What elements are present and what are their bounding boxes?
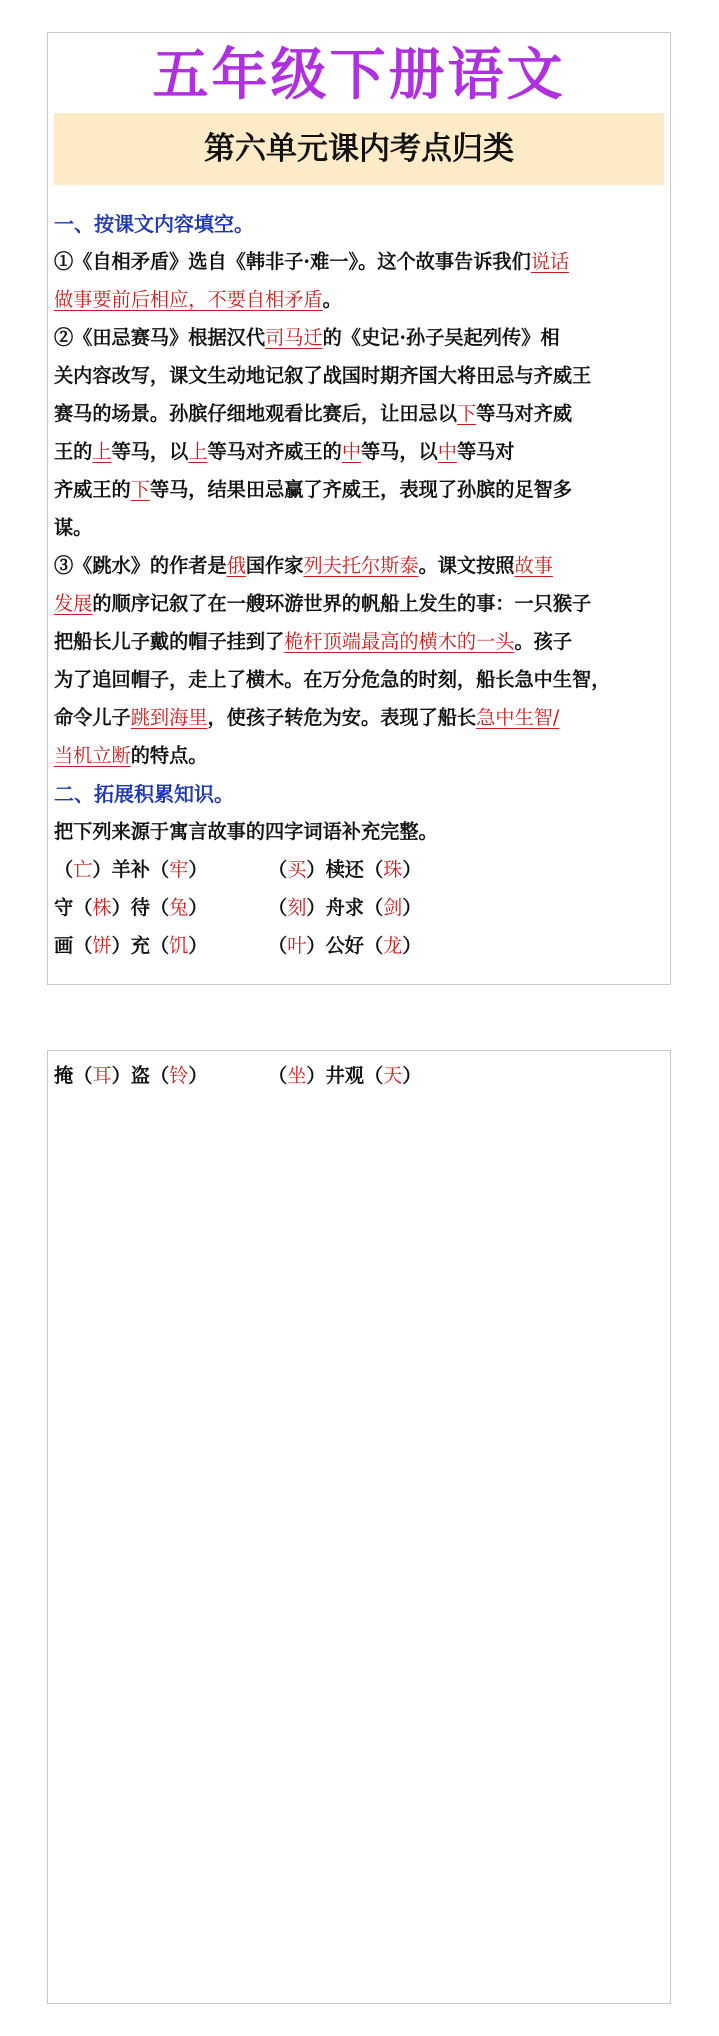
q2-line-6: 谋。	[54, 516, 93, 539]
idiom-text: 掩	[54, 1064, 74, 1087]
q2-text: 的《史记·孙子吴起列传》相	[322, 326, 560, 349]
idiom: （刻）舟求（剑）	[268, 896, 422, 919]
q1-answer-cont: 做事要前后相应，不要自相矛盾	[54, 288, 323, 311]
q3-answer-author: 列夫托尔斯泰	[303, 554, 419, 577]
q2-text: 齐威王的	[54, 478, 131, 501]
idiom-answer: 牢	[169, 858, 189, 881]
q3-text: 把船长儿子戴的帽子挂到了	[54, 630, 285, 653]
idiom-answer: 龙	[383, 934, 403, 957]
section2-instruction: 把下列来源于寓言故事的四字词语补充完整。	[54, 820, 438, 843]
worksheet-page-1	[47, 32, 671, 985]
q3-text: 命令儿子	[54, 706, 131, 729]
idiom-text: 井观	[325, 1064, 364, 1087]
q2-text: 等马，以	[361, 440, 438, 463]
idiom-answer: 铃	[169, 1064, 189, 1087]
unit-subtitle: 第六单元课内考点归类	[54, 113, 664, 185]
idiom: （叶）公好（龙）	[268, 934, 422, 957]
idiom-text: 画	[54, 934, 74, 957]
q3-text: 。课文按照	[418, 554, 515, 577]
q3-text: ，使孩子转危为安。表现了船长	[207, 706, 477, 729]
q2-text: 等马对齐威	[476, 402, 573, 425]
idiom-answer: 饥	[169, 934, 189, 957]
idiom-text: 守	[54, 896, 74, 919]
idiom-row-3	[54, 927, 668, 965]
q2-answer: 下	[130, 478, 150, 501]
q3-line-2	[54, 585, 668, 623]
idiom: 画（饼）充（饥）	[54, 934, 208, 957]
q3-answer-action: 跳到海里	[130, 706, 208, 729]
q2-text: 王的	[54, 440, 93, 463]
idiom-answer: 坐	[287, 1064, 307, 1087]
q3-text: ③《跳水》的作者是	[54, 554, 227, 577]
q1-line-1	[54, 243, 668, 281]
q3-line-1	[54, 547, 668, 585]
idiom-text: 待	[130, 896, 150, 919]
idiom-answer: 天	[383, 1064, 403, 1087]
idiom-text: 舟求	[325, 896, 364, 919]
q1-answer: 说话	[530, 250, 570, 273]
q2-line-2: 关内容改写，课文生动地记叙了战国时期齐国大将田忌与齐威王	[54, 364, 592, 387]
idiom: （买）椟还（珠）	[268, 858, 422, 881]
q2-answer: 上	[188, 440, 208, 463]
q3-answer-order: 故事	[514, 554, 553, 577]
q3-text: 的顺序记叙了在一艘环游世界的帆船上发生的事：一只猴子	[92, 592, 592, 615]
q2-line-4	[54, 433, 668, 471]
idiom-row-1	[54, 851, 668, 889]
q1-text: ①《自相矛盾》选自《韩非子·难一》。这个故事告诉我们	[54, 250, 531, 273]
q2-answer: 下	[456, 402, 477, 425]
idiom-answer: 叶	[287, 934, 307, 957]
idiom-answer: 耳	[92, 1064, 112, 1087]
q2-text: 等马对	[456, 440, 515, 463]
idiom-answer: 剑	[383, 896, 403, 919]
q2-text: 等马，结果田忌赢了齐威王，表现了孙膑的足智多	[149, 478, 573, 501]
q3-text: 国作家	[245, 554, 304, 577]
q3-answer-order-cont: 发展	[54, 592, 93, 615]
idiom-text: 盗	[130, 1064, 150, 1087]
worksheet-body	[54, 205, 668, 965]
q3-answer-trait-cont: 当机立断	[54, 744, 131, 767]
idiom-text: 充	[130, 934, 150, 957]
q2-answer: 中	[341, 440, 361, 463]
q2-line-5	[54, 471, 668, 509]
q2-text: 等马，以	[111, 440, 189, 463]
q2-answer: 中	[437, 440, 457, 463]
q2-line-1	[54, 319, 668, 357]
q3-answer-trait: 急中生智/	[476, 706, 560, 729]
q2-line-3	[54, 395, 668, 433]
q2-text: ②《田忌赛马》根据汉代	[54, 326, 266, 349]
worksheet-page-2	[47, 1050, 671, 2004]
idiom-answer: 刻	[287, 896, 307, 919]
section-heading-1: 一、按课文内容填空。	[54, 212, 254, 236]
q3-text: 的特点。	[130, 744, 208, 767]
q2-answer: 上	[92, 440, 112, 463]
idiom-answer: 株	[92, 896, 112, 919]
q2-text: 赛马的场景。孙膑仔细地观看比赛后，让田忌以	[54, 402, 457, 425]
q3-line-6	[54, 737, 668, 775]
idiom-answer: 亡	[73, 858, 93, 881]
q3-line-3	[54, 623, 668, 661]
idiom-row-2	[54, 889, 668, 927]
idiom-row-4	[54, 1057, 668, 1095]
worksheet-body-2	[54, 1057, 668, 1095]
q2-answer-author: 司马迁	[265, 326, 323, 349]
idiom-answer: 饼	[92, 934, 112, 957]
idiom-answer: 珠	[383, 858, 403, 881]
idiom: （亡）羊补（牢）	[54, 858, 208, 881]
page-title: 五年级下册语文	[152, 43, 566, 108]
q3-answer-country: 俄	[226, 554, 246, 577]
idiom-answer: 兔	[169, 896, 189, 919]
q3-line-4: 为了追回帽子，走上了横木。在万分危急的时刻，船长急中生智，	[54, 668, 611, 691]
section-heading-2: 二、拓展积累知识。	[54, 782, 234, 806]
idiom: 掩（耳）盗（铃）	[54, 1064, 208, 1087]
idiom-text: 羊补	[111, 858, 150, 881]
idiom: （坐）井观（天）	[268, 1064, 422, 1087]
q2-text: 等马对齐威王的	[207, 440, 342, 463]
idiom-text: 椟还	[325, 858, 364, 881]
q3-answer-place: 桅杆顶端最高的横木的一头	[284, 630, 515, 653]
q1-text-end: 。	[322, 288, 342, 311]
q1-line-2	[54, 281, 668, 319]
q3-text: 。孩子	[514, 630, 573, 653]
idiom: 守（株）待（兔）	[54, 896, 208, 919]
q3-line-5	[54, 699, 668, 737]
idiom-text: 公好	[325, 934, 364, 957]
idiom-answer: 买	[287, 858, 307, 881]
